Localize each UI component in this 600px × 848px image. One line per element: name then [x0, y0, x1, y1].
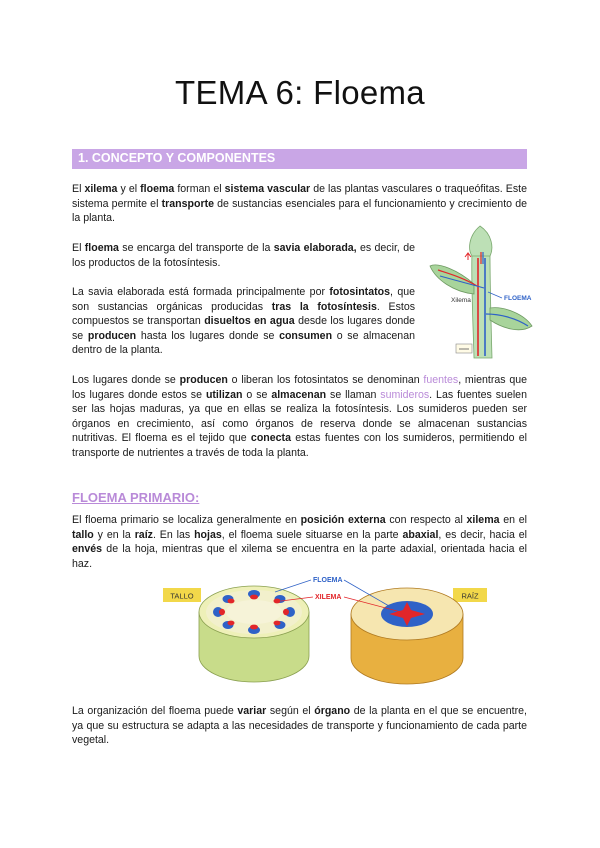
paragraph-savia: La savia elaborada está formada principalmente por fotosintatos, que son sustancias orgánicas producidas tras la fotosíntesis. Estos compuestos se transportan disueltos en agua desde los lugares donde se producen hasta los lugares donde se consumen o se almacenan dentro de la planta. — [72, 286, 416, 357]
cross-section-figure — [163, 572, 493, 688]
xilema-label: Xilema — [451, 297, 471, 304]
paragraph-fuentes-sumideros: Los lugares donde se producen o liberan los fotosintatos se denominan fuentes, mientras que los lugares donde estos se utilizan o se almacenan se llaman sumideros. Las fuentes suelen ser las hojas maduras, ya que en ellas se realiza la fotosíntesis. Los sumideros pueden ser órganos en crecimiento, así como órganos de reserva donde se almacenan sustancias nutritivas. El floema es el tejido que conecta estas fuentes con los sumideros, permitiendo el transporte de nutrientes a través de toda la planta. — [72, 374, 527, 459]
xilema-section-label: XILEMA — [315, 594, 342, 601]
section-heading-bar — [72, 149, 527, 169]
paragraph-intro: El xilema y el floema forman el sistema vascular de las plantas vasculares o traqueófitas. Este sistema permite el transporte de sustancias esenciales para el funcionamiento y crecimiento de la planta. — [72, 183, 527, 225]
plant-vascular-figure — [428, 222, 534, 360]
floema-label: FLOEMA — [504, 295, 532, 302]
floema-section-label: FLOEMA — [313, 577, 343, 584]
paragraph-floema-primario: El floema primario se localiza generalmente en posición externa con respecto al xilema en el tallo y en la raíz. En las hojas, el floema suele situarse en la parte abaxial, es decir, hacia el envés de la hoja, mientras que el xilema se encuentra en la parte adaxial, orientada hacia el haz. — [72, 514, 528, 570]
paragraph-organizacion: La organización del floema puede variar según el órgano de la planta en el que se encuentre, ya que su estructura se adapta a las necesidades de transporte y funcionamiento de cada parte vegetal. — [72, 705, 527, 747]
subheading-floema-primario: FLOEMA PRIMARIO: — [72, 490, 200, 505]
raiz-label: RAÍZ — [461, 591, 479, 601]
tallo-label: TALLO — [170, 591, 194, 601]
paragraph-floema-function: El floema se encarga del transporte de la savia elaborada, es decir, de los productos de la fotosíntesis. — [72, 242, 415, 269]
page-title: TEMA 6: Floema — [175, 74, 425, 111]
section-heading: 1. CONCEPTO Y COMPONENTES — [78, 151, 276, 165]
